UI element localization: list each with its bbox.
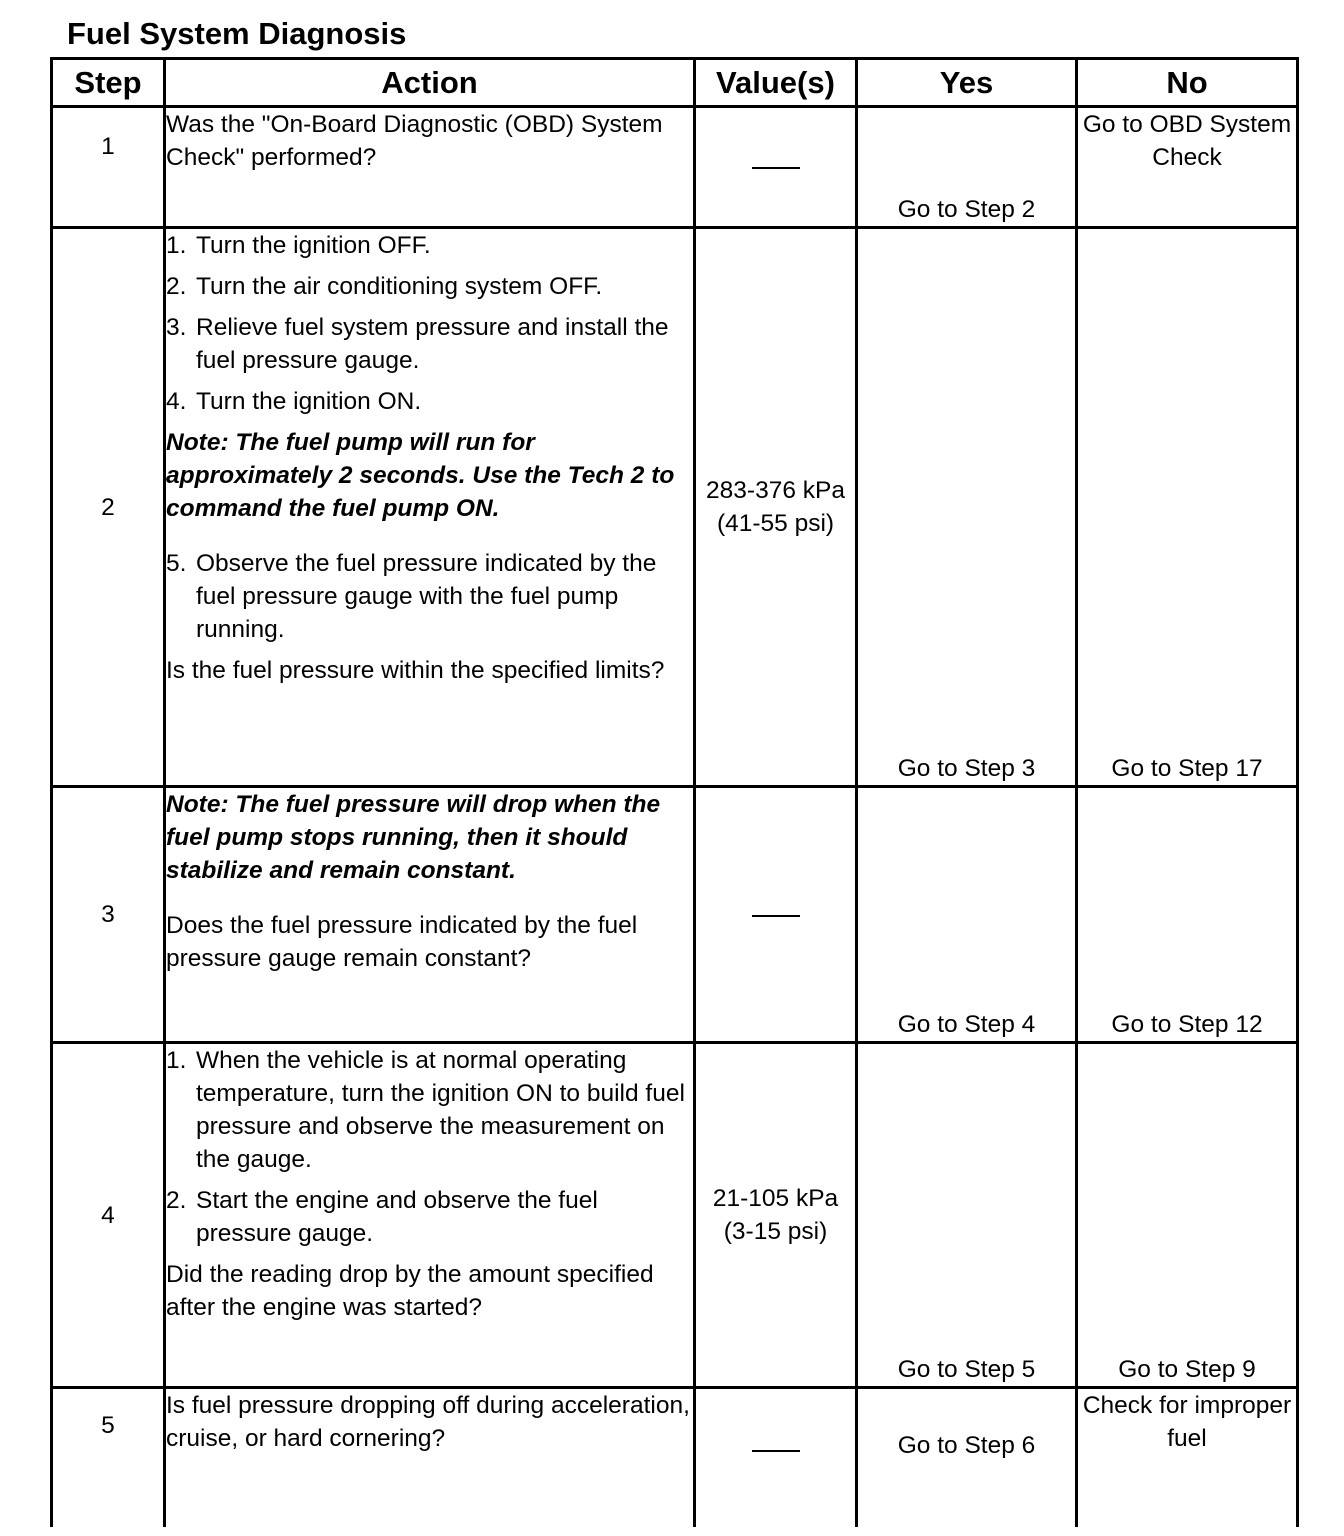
yes-cell: Go to Step 2 xyxy=(857,107,1077,228)
no-value-dash xyxy=(752,167,800,169)
step-number: 5 xyxy=(52,1388,165,1528)
header-no: No xyxy=(1077,59,1298,107)
page-title: Fuel System Diagnosis xyxy=(67,16,407,51)
header-action: Action xyxy=(165,59,695,107)
value-cell xyxy=(695,787,857,1043)
table-row xyxy=(52,787,1298,1043)
action-note: Note: The fuel pressure will drop when the fuel pump stops running, then it should stabilize and remain constant. xyxy=(166,791,661,884)
no-cell: Go to Step 17 xyxy=(1077,228,1298,787)
table-row xyxy=(52,228,1298,787)
step-number: 3 xyxy=(52,787,165,1043)
action-note: Note: The fuel pump will run for approximately 2 seconds. Use the Tech 2 to command the fuel pump ON. xyxy=(166,429,675,522)
yes-cell: Go to Step 3 xyxy=(857,228,1077,787)
value-cell: 283-376 kPa (41-55 psi) xyxy=(695,228,857,787)
list-item: 3. Relieve fuel system pressure and install the fuel pressure gauge. xyxy=(166,314,669,374)
header-values: Value(s) xyxy=(695,59,857,107)
value-cell: 21-105 kPa (3-15 psi) xyxy=(695,1043,857,1388)
action-cell xyxy=(165,787,695,1043)
table-header-row xyxy=(52,59,1298,107)
action-cell xyxy=(165,107,695,228)
action-question: Did the reading drop by the amount specified after the engine was started? xyxy=(166,1261,654,1321)
yes-cell: Go to Step 6 xyxy=(857,1388,1077,1528)
table-row xyxy=(52,1388,1298,1528)
no-cell: Go to OBD System Check xyxy=(1077,107,1298,228)
step-number: 4 xyxy=(52,1043,165,1388)
value-cell xyxy=(695,107,857,228)
list-item: 1. Turn the ignition OFF. xyxy=(166,232,431,259)
action-cell xyxy=(165,1388,695,1528)
action-cell xyxy=(165,1043,695,1388)
action-question: Does the fuel pressure indicated by the fuel pressure gauge remain constant? xyxy=(166,912,638,972)
action-cell xyxy=(165,228,695,787)
step-number: 1 xyxy=(52,107,165,228)
list-item: 2. Start the engine and observe the fuel pressure gauge. xyxy=(166,1187,598,1247)
no-cell: Go to Step 9 xyxy=(1077,1043,1298,1388)
action-question: Was the "On-Board Diagnostic (OBD) System Check" performed? xyxy=(166,111,663,171)
step-number: 2 xyxy=(52,228,165,787)
header-step: Step xyxy=(52,59,165,107)
yes-cell: Go to Step 5 xyxy=(857,1043,1077,1388)
list-item: 4. Turn the ignition ON. xyxy=(166,388,422,415)
list-item: 2. Turn the air conditioning system OFF. xyxy=(166,273,603,300)
yes-cell: Go to Step 4 xyxy=(857,787,1077,1043)
no-cell: Check for improper fuel xyxy=(1077,1388,1298,1528)
no-value-dash xyxy=(752,1450,800,1452)
header-yes: Yes xyxy=(857,59,1077,107)
table-row xyxy=(52,107,1298,228)
no-value-dash xyxy=(752,915,800,917)
value-cell xyxy=(695,1388,857,1528)
diagnosis-table xyxy=(50,57,1299,1527)
list-item: 1. When the vehicle is at normal operating temperature, turn the ignition ON to build fuel pressure and observe the measurement on the gauge. xyxy=(166,1047,685,1173)
table-row xyxy=(52,1043,1298,1388)
no-cell: Go to Step 12 xyxy=(1077,787,1298,1043)
list-item: 5. Observe the fuel pressure indicated by the fuel pressure gauge with the fuel pump running. xyxy=(166,550,657,643)
action-question: Is fuel pressure dropping off during acceleration, cruise, or hard cornering? xyxy=(166,1392,690,1452)
action-question: Is the fuel pressure within the specified limits? xyxy=(166,657,665,684)
